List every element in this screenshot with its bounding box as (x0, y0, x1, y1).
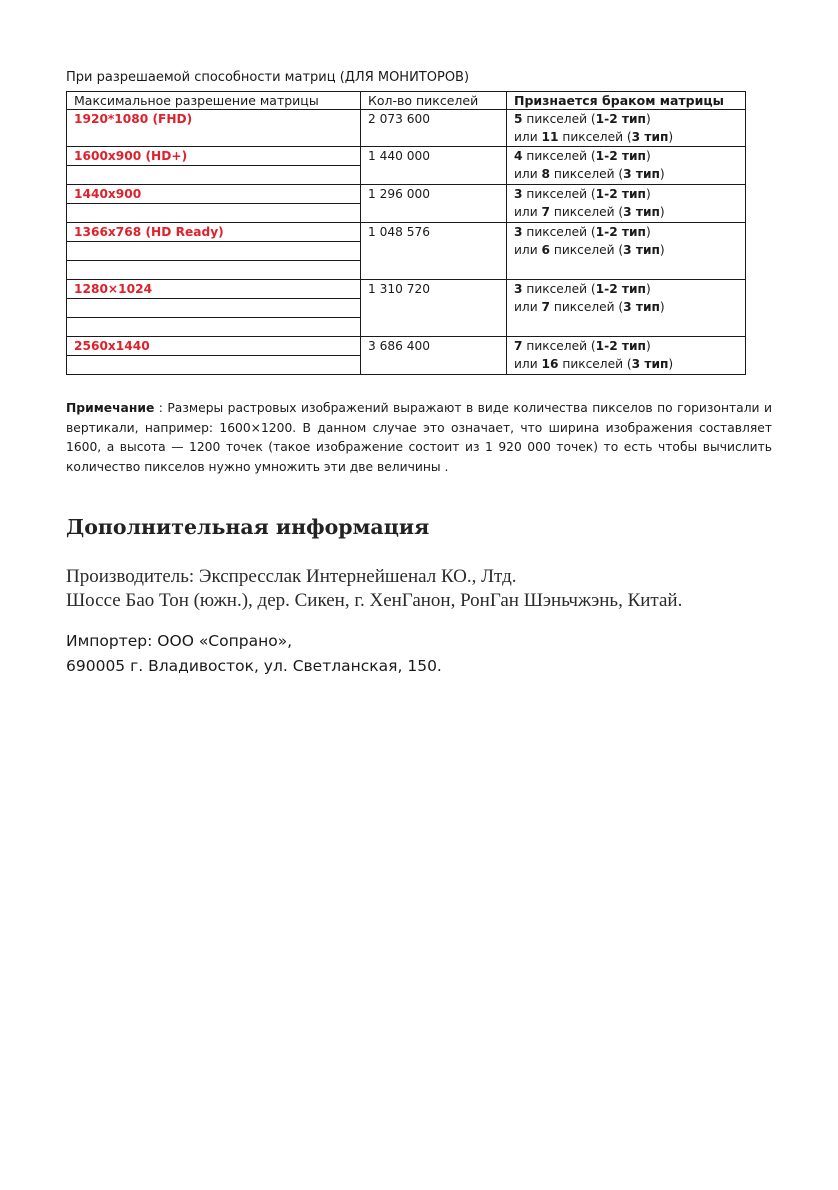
defect-line-1: 5 пикселей (1-2 тип) (514, 112, 651, 126)
defect-type-2: 3 тип (631, 130, 669, 144)
section-heading: Дополнительная информация (66, 515, 430, 539)
defect-count-1: 3 (514, 225, 523, 239)
defect-cell (507, 337, 746, 375)
pixel-count-cell: 1 310 720 (361, 280, 507, 337)
importer-address: 690005 г. Владивосток, ул. Светланская, 150. (66, 657, 442, 675)
defect-type-2: 3 тип (631, 357, 669, 371)
defect-line-2: или 16 пикселей (3 тип) (514, 357, 674, 371)
defect-type-1: 1-2 тип (595, 282, 646, 296)
empty-cell (67, 299, 361, 318)
manufacturer-block (66, 565, 806, 613)
defect-type-1: 1-2 тип (595, 112, 646, 126)
empty-cell (67, 166, 361, 185)
defect-line-1: 4 пикселей (1-2 тип) (514, 149, 651, 163)
defect-type-1: 1-2 тип (595, 187, 646, 201)
defect-count-1: 3 (514, 282, 523, 296)
resolution-cell: 1280×1024 (67, 280, 361, 299)
empty-cell (67, 261, 361, 280)
defect-count-2: 6 (541, 243, 550, 257)
defect-count-1: 4 (514, 149, 523, 163)
manufacturer-name: Производитель: Экспресслак Интернейшенал КО., Лтд. (66, 566, 517, 587)
defect-type-2: 3 тип (623, 167, 660, 181)
defect-type-1: 1-2 тип (595, 149, 646, 163)
empty-cell (67, 204, 361, 223)
table-row (67, 110, 746, 147)
defect-type-1: 1-2 тип (595, 339, 646, 353)
empty-cell (67, 356, 361, 375)
defect-count-2: 11 (541, 130, 559, 144)
defect-line-2: или 6 пикселей (3 тип) (514, 243, 665, 257)
defect-line-1: 3 пикселей (1-2 тип) (514, 225, 651, 239)
table-row (67, 185, 746, 204)
defect-type-2: 3 тип (623, 243, 660, 257)
header-defect: Признается браком матрицы (507, 92, 746, 110)
defect-count-2: 7 (541, 300, 550, 314)
header-pixel-count: Кол-во пикселей (361, 92, 507, 110)
resolution-cell: 1600x900 (HD+) (67, 147, 361, 166)
defect-count-2: 16 (541, 357, 559, 371)
importer-name: Импортер: ООО «Сопрано», (66, 632, 293, 650)
defect-count-1: 5 (514, 112, 523, 126)
pixel-count-cell: 1 296 000 (361, 185, 507, 223)
resolution-cell: 2560x1440 (67, 337, 361, 356)
defect-line-2: или 7 пикселей (3 тип) (514, 205, 665, 219)
defect-cell (507, 280, 746, 337)
defect-cell (507, 147, 746, 185)
defect-type-2: 3 тип (623, 300, 660, 314)
defect-count-1: 3 (514, 187, 523, 201)
defect-line-2: или 8 пикселей (3 тип) (514, 167, 665, 181)
header-resolution: Максимальное разрешение матрицы (67, 92, 361, 110)
defect-type-2: 3 тип (623, 205, 660, 219)
empty-cell (67, 242, 361, 261)
resolution-cell: 1920*1080 (FHD) (67, 110, 361, 147)
pixel-count-cell: 1 440 000 (361, 147, 507, 185)
empty-cell (67, 318, 361, 337)
resolution-cell: 1366x768 (HD Ready) (67, 223, 361, 242)
defect-count-2: 7 (541, 205, 550, 219)
table-row (67, 147, 746, 166)
manufacturer-address: Шоссе Бао Тон (южн.), дер. Сикен, г. ХенГанон, РонГан Шэньчжэнь, Китай. (66, 590, 683, 611)
pixel-count-cell: 1 048 576 (361, 223, 507, 280)
footnote-text: : Размеры растровых изображений выражают в виде количества пикселов по горизонтали и вертикали, например: 1600×1200. В данном случае это означает, что ширина изображения составляет 1600, а высота — 1200 точек (такое изображение состоит из 1 920 000 точек) то есть чтобы вычислить количество пикселов нужно умножить эти две величины . (66, 401, 772, 474)
defect-line-1: 3 пикселей (1-2 тип) (514, 187, 651, 201)
pixel-count-cell: 3 686 400 (361, 337, 507, 375)
table-row (67, 337, 746, 356)
defect-cell (507, 223, 746, 280)
defect-cell (507, 110, 746, 147)
pixel-count-cell: 2 073 600 (361, 110, 507, 147)
footnote (66, 399, 772, 477)
resolution-cell: 1440x900 (67, 185, 361, 204)
defect-count-2: 8 (541, 167, 550, 181)
defect-line-2: или 11 пикселей (3 тип) (514, 130, 674, 144)
defect-table (66, 91, 746, 375)
table-row (67, 280, 746, 299)
defect-line-1: 7 пикселей (1-2 тип) (514, 339, 651, 353)
defect-line-2: или 7 пикселей (3 тип) (514, 300, 665, 314)
footnote-label: Примечание (66, 401, 155, 415)
table-header-row (67, 92, 746, 110)
table-caption: При разрешаемой способности матриц (ДЛЯ МОНИТОРОВ) (66, 70, 470, 85)
defect-count-1: 7 (514, 339, 523, 353)
defect-line-1: 3 пикселей (1-2 тип) (514, 282, 651, 296)
defect-type-1: 1-2 тип (595, 225, 646, 239)
importer-block (66, 629, 766, 679)
table-row (67, 223, 746, 242)
defect-cell (507, 185, 746, 223)
